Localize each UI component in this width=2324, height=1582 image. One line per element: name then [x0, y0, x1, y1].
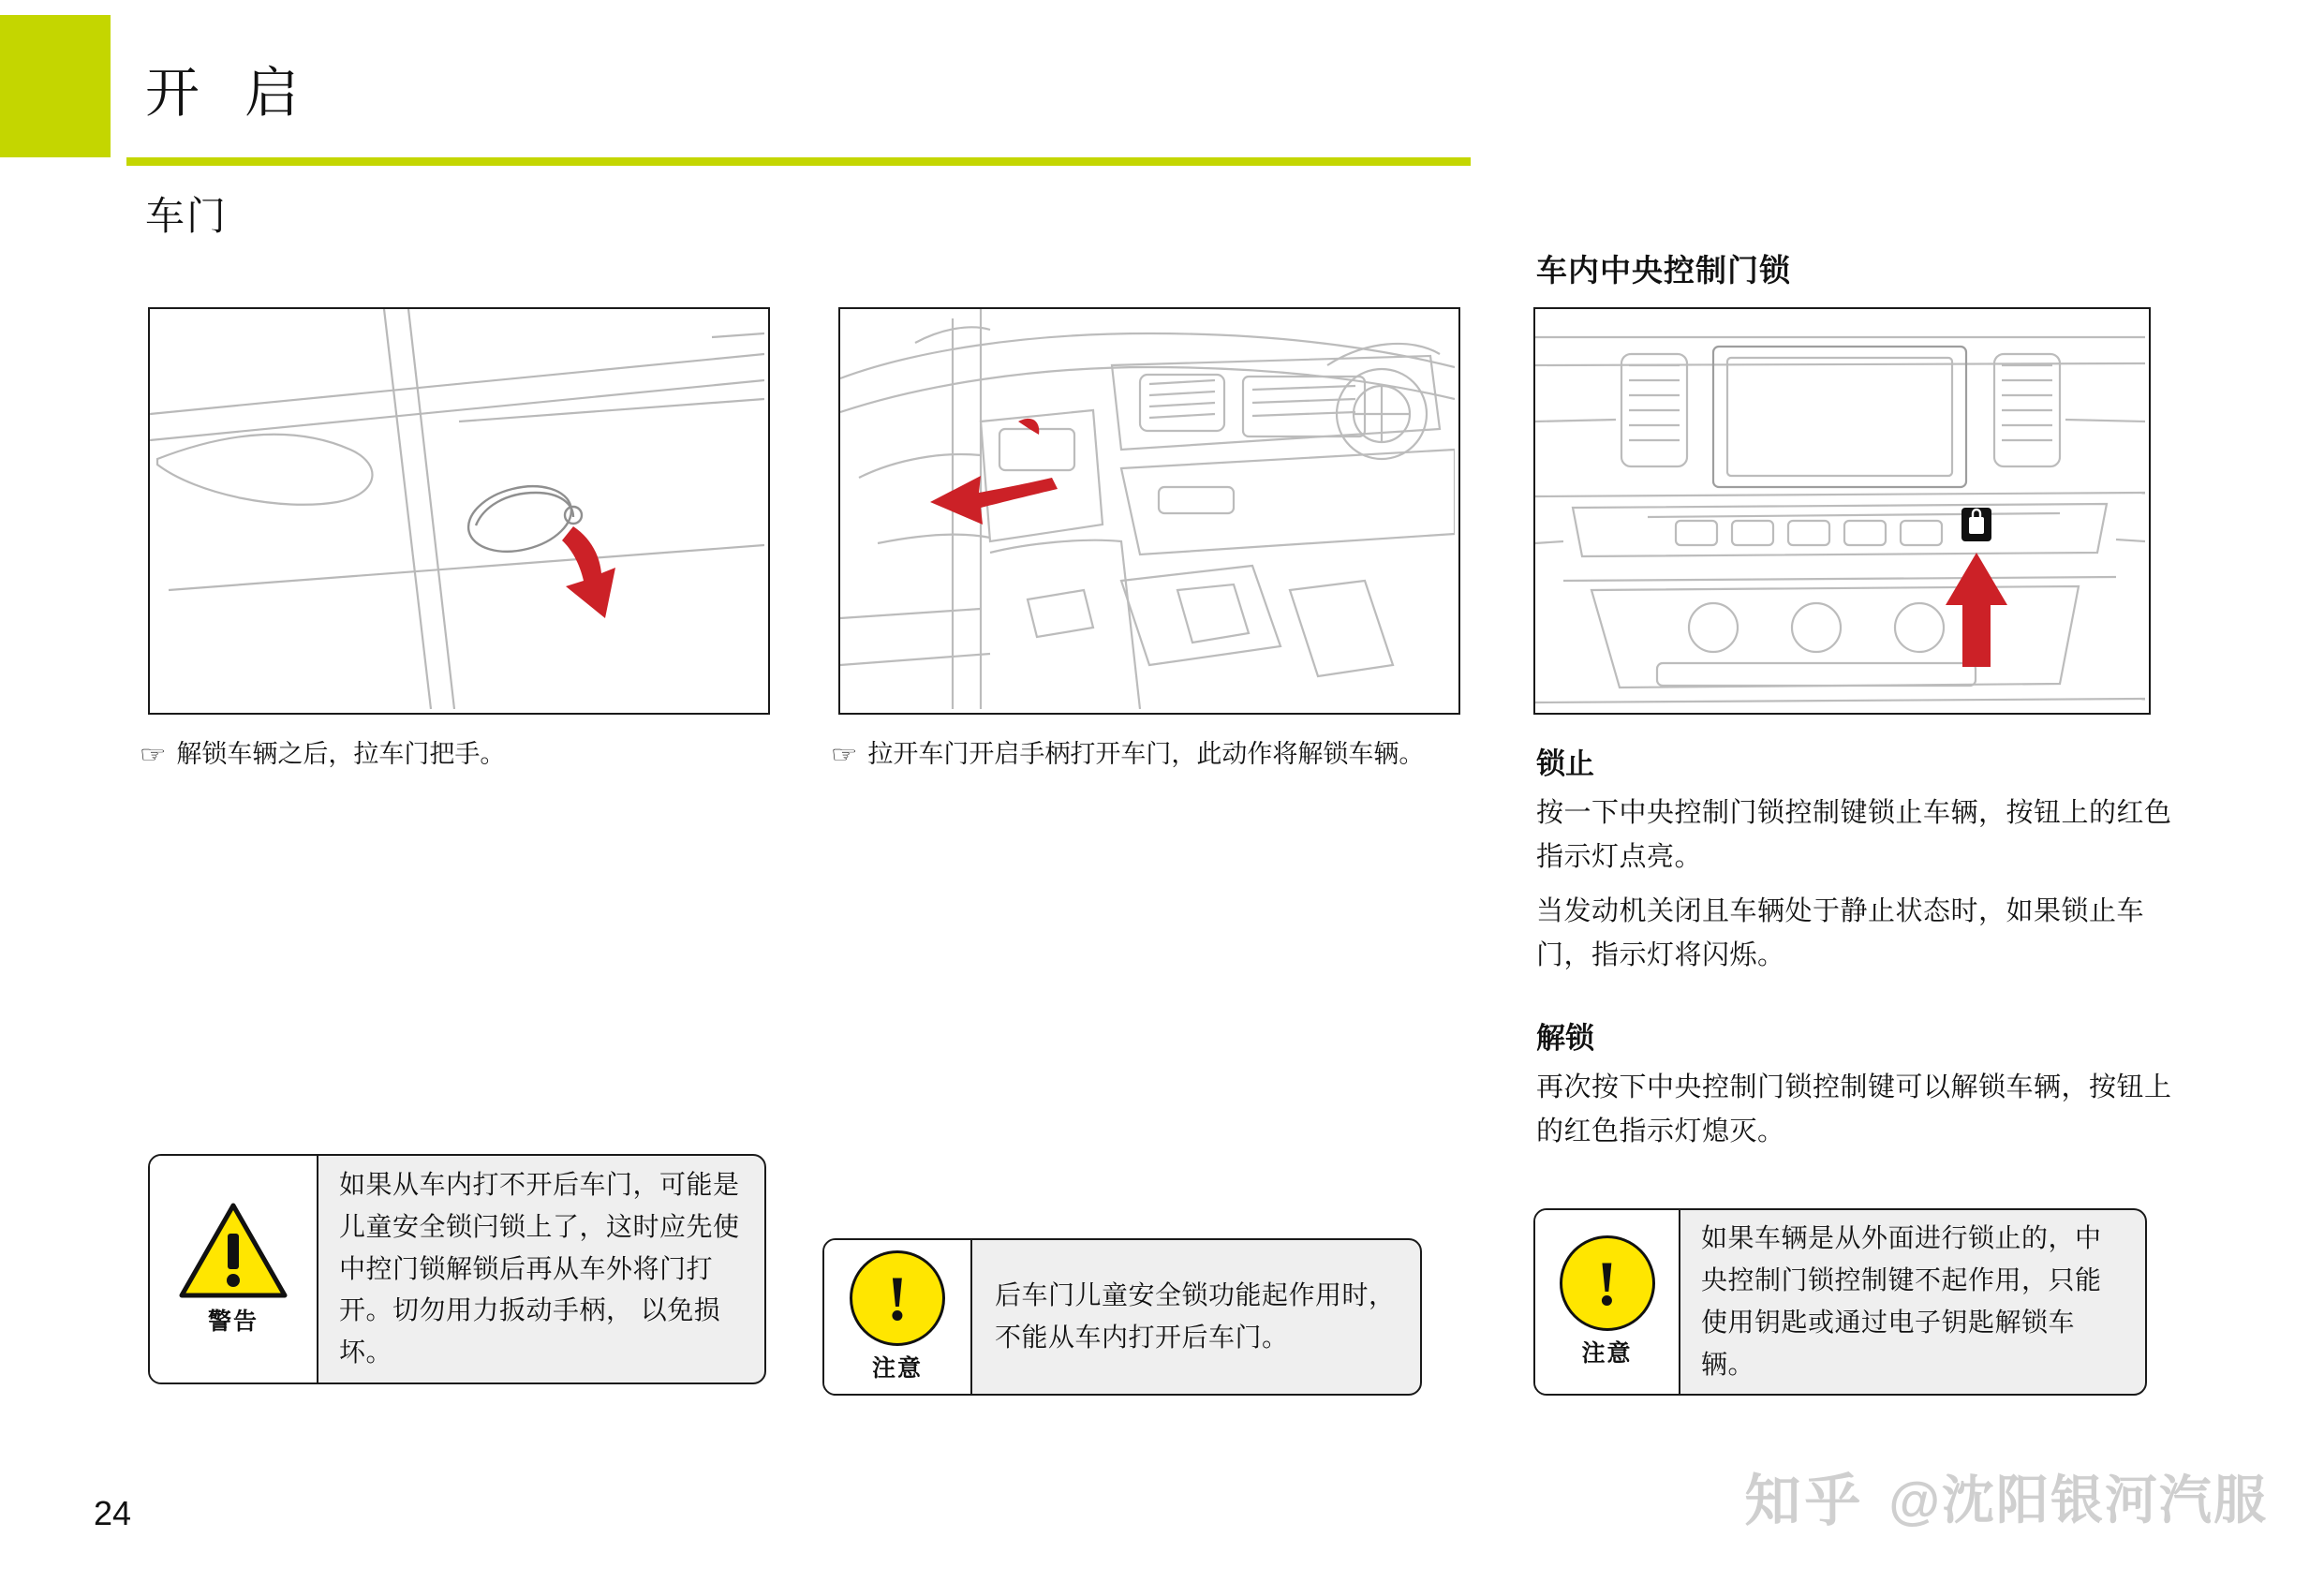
caution-body-2: [1680, 1210, 2145, 1394]
caution-circle-icon: !: [850, 1250, 945, 1346]
warning-label: 警告: [207, 1308, 259, 1335]
lock-paragraph-2: 当发动机关闭且车辆处于静止状态时，如果锁止车门，指示灯将闪烁。: [1536, 896, 2145, 970]
caption-figure-1: ☞ 解锁车辆之后，拉车门把手。: [142, 735, 505, 774]
lock-paragraph-1: 按一下中央控制门锁控制键锁止车辆，按钮上的红色指示灯点亮。: [1536, 798, 2172, 872]
pointing-hand-icon: ☞: [830, 742, 858, 768]
watermark-logo: 知乎: [1744, 1470, 1865, 1532]
caution-text: 后车门儿童安全锁功能起作用时，不能从车内打开后车门。: [995, 1280, 1396, 1352]
figure-central-door-lock: [1533, 307, 2151, 715]
caution-text-2: 如果车辆是从外面进行锁止的，中央控制门锁控制键不起作用，只能使用钥匙或通过电子钥匙解锁车辆。: [1701, 1223, 2102, 1379]
caption-figure-2: ☞ 拉开车门开启手柄打开车门，此动作将解锁车辆。: [834, 735, 1424, 774]
title-divider: [126, 157, 1471, 166]
warning-body: [318, 1156, 764, 1382]
page-title: 开 启: [145, 63, 315, 124]
notice-warning-rear-door: [148, 1154, 766, 1384]
unlock-paragraph: 再次按下中央控制门锁控制键可以解锁车辆，按钮上的红色指示灯熄灭。: [1536, 1072, 2172, 1146]
figure-door-handle-exterior: [148, 307, 770, 715]
lock-heading: 锁止: [1536, 747, 1594, 780]
page-number: 24: [94, 1494, 132, 1532]
pointing-hand-icon: ☞: [139, 742, 167, 768]
notice-caution-external-lock: [1533, 1208, 2147, 1396]
section-title: 车门: [145, 194, 229, 238]
caution-label: 注意: [871, 1355, 923, 1382]
caution-icon-cell: [824, 1240, 972, 1394]
warning-icon-cell: [150, 1156, 318, 1382]
warning-text: 如果从车内打不开后车门，可能是儿童安全锁闩锁上了，这时应先使中控门锁解锁后再从车外将门打开。切勿用力扳动手柄， 以免损坏。: [339, 1170, 740, 1368]
central-lock-title: 车内中央控制门锁: [1536, 253, 1791, 288]
warning-triangle-icon: [178, 1202, 289, 1299]
caution-icon-cell-2: [1535, 1210, 1680, 1394]
caution-body: [972, 1240, 1420, 1394]
figure-door-handle-interior: [838, 307, 1460, 715]
watermark: [1744, 1456, 2268, 1537]
unlock-heading: 解锁: [1536, 1022, 1594, 1055]
notice-caution-child-lock: [822, 1238, 1422, 1396]
caution-label-2: 注意: [1581, 1340, 1633, 1367]
caution-circle-icon: !: [1560, 1235, 1655, 1331]
header-accent-bar: [0, 15, 111, 157]
watermark-text: @沈阳银河汽服: [1888, 1471, 2268, 1530]
